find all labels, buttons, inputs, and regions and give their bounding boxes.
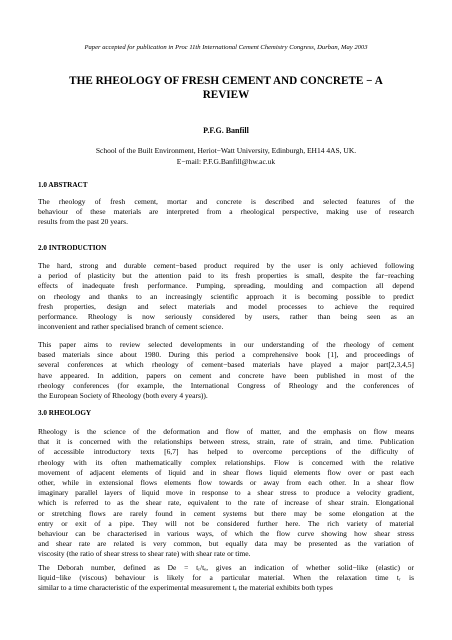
publication-note: Paper accepted for publication in Proc 11th International Cement Chemistry Congress, Durban, May 2003	[84, 44, 368, 51]
email-line: E−mail: P.F.G.Banfill@hw.ac.uk	[176, 156, 276, 166]
text-line: fresh properties, design and select materials and model processes to achieve the required	[38, 301, 414, 311]
text-line: and shear rate are related is very common, but equally data may be presented as the variation of	[38, 539, 414, 549]
text-line: effects of inadequate fresh performance. Pumping, spreading, moulding and compaction all depend	[38, 281, 414, 291]
abstract-heading: 1.0 ABSTRACT	[38, 181, 88, 189]
text-line: The hard, strong and durable cement−based product required by the user is only achieved following	[38, 261, 414, 270]
text-line: behaviour of these materials are interpreted from a rheological perspective, making use of research	[38, 207, 414, 217]
text-line: liquid−like (viscous) behaviour is likely for a particular material. When the relaxation time tᵣ is	[38, 573, 414, 583]
text-line: imaginary parallel layers of liquid move in response to a shear stress to produce a velocity gradient,	[38, 488, 414, 498]
text-line: viscosity (the ratio of shear stress to shear rate) with shear rate or time.	[38, 549, 251, 559]
text-line: on rheology and thanks to an increasingly scientific approach it is becoming possible to predict	[38, 291, 414, 301]
text-line: have appeared. In addition, papers on cement and concrete have been published in most of the	[38, 370, 414, 380]
text-line: The Deborah number, defined as De = tᵣ/tₑ, gives an indication of whether solid−like (elastic) or	[38, 563, 414, 572]
text-line: results from the past 20 years.	[38, 217, 128, 227]
text-line: Rheology is the science of the deformation and flow of matter, and the emphasis on flow means	[38, 427, 414, 436]
text-line: performance. Rheology is now seriously considered by users, rather than being seen as an	[38, 312, 414, 322]
text-line: The rheology of fresh cement, mortar and concrete is described and selected features of the	[38, 197, 414, 206]
rheology-paragraph-2	[38, 563, 414, 594]
text-line: rheology conferences (for example, the International Congress of Rheology and the conferences of	[38, 380, 414, 390]
text-line: several conferences at which rheology of cement−based materials have played a major part[2,3,4,5]	[38, 360, 414, 370]
introduction-heading: 2.0 INTRODUCTION	[38, 244, 107, 252]
text-line: or stretching flows are rarely found in cement systems but there may be some elongation at the	[38, 508, 414, 518]
text-line: This paper aims to review selected developments in our understanding of the rheology of cement	[38, 340, 414, 349]
text-line: based materials since about 1980. During this period a comprehensive book [1], and proceedings of	[38, 350, 414, 360]
rheology-paragraph-1	[38, 427, 414, 560]
text-line: behaviour can be characterised in various ways, of which the flow curve showing how shear stress	[38, 529, 414, 539]
title-line-2: REVIEW	[202, 89, 250, 101]
introduction-paragraph-1	[38, 261, 414, 332]
text-line: which is referred to as the shear rate, equivalent to the rate of increase of shear strain. Elongational	[38, 498, 414, 508]
text-line: movement of adjacent elements of liquid and in shear flows liquid elements flow over or past each	[38, 467, 414, 477]
text-line: other, while in extensional flows elements flow towards or away from each other. In a shear flow	[38, 478, 414, 488]
text-line: inconvenient and rather specialised branch of cement science.	[38, 322, 224, 332]
text-line: rheology with its often mathematically complex relationships. Flow is concerned with the relative	[38, 457, 414, 467]
text-line: a period of plasticity but the attention paid to its fresh properties is small, despite the far−reaching	[38, 271, 414, 281]
title-line-1: THE RHEOLOGY OF FRESH CEMENT AND CONCRETE − A	[69, 75, 383, 87]
introduction-paragraph-2	[38, 340, 414, 401]
author-name: P.F.G. Banfill	[203, 126, 249, 135]
paper-title	[40, 74, 412, 102]
text-line: entry or exit of a pipe. They will not be considered further here. The rich variety of material	[38, 518, 414, 528]
text-line: that it is concerned with the relationships between stress, strain, rate of strain, and time. Publication	[38, 437, 414, 447]
author-affiliation	[0, 146, 452, 167]
rheology-heading: 3.0 RHEOLOGY	[38, 409, 92, 417]
abstract-paragraph	[38, 197, 414, 228]
text-line: the European Society of Rheology (both every 4 years)).	[38, 391, 208, 401]
affiliation-line: School of the Built Environment, Heriot−Watt University, Edinburgh, EH14 4AS, UK.	[95, 146, 357, 155]
text-line: similar to a time characteristic of the experimental measurement tₑ the material exhibits both types	[38, 583, 333, 593]
text-line: of accessible introductory texts [6,7] has helped to overcome perceptions of the difficulty of	[38, 447, 414, 457]
